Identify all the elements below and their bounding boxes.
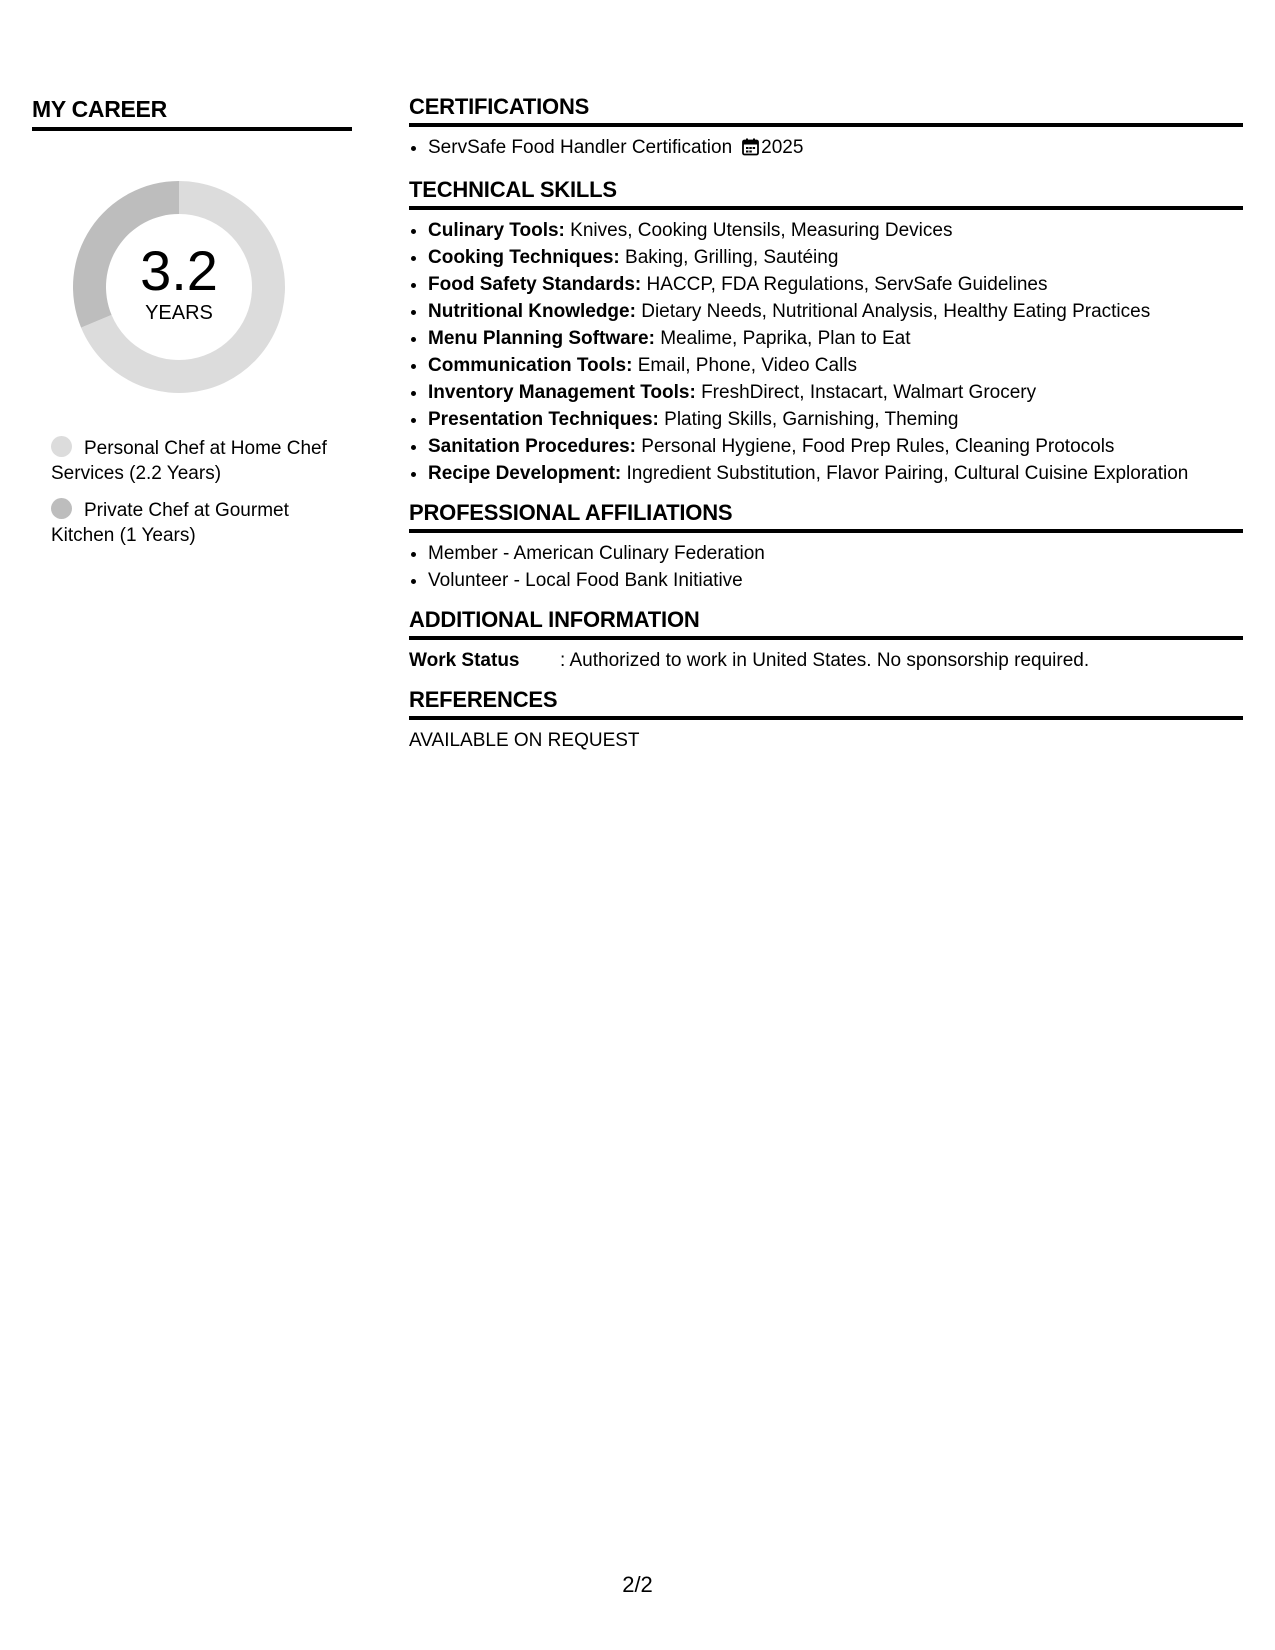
skill-value: Knives, Cooking Utensils, Measuring Devices — [570, 220, 953, 241]
references-text: AVAILABLE ON REQUEST — [409, 730, 640, 751]
skill-value: Ingredient Substitution, Flavor Pairing, Cultural Cuisine Exploration — [626, 463, 1189, 484]
affiliations-list — [409, 540, 1243, 594]
skill-value: HACCP, FDA Regulations, ServSafe Guidelines — [646, 274, 1048, 295]
affiliations-title: PROFESSIONAL AFFILIATIONS — [409, 500, 1243, 533]
work-status-row — [409, 647, 1243, 674]
legend-swatch-icon — [51, 498, 72, 519]
skill-item — [428, 379, 1243, 406]
skill-item — [428, 325, 1243, 352]
skill-label: Recipe Development: — [428, 463, 622, 484]
technical-skills-title: TECHNICAL SKILLS — [409, 177, 1243, 210]
skill-label: Food Safety Standards: — [428, 274, 642, 295]
skill-value: Dietary Needs, Nutritional Analysis, Healthy Eating Practices — [641, 301, 1151, 322]
certifications-title: CERTIFICATIONS — [409, 94, 1243, 127]
certification-item — [428, 134, 1243, 164]
skill-value: Mealime, Paprika, Plan to Eat — [660, 328, 911, 349]
total-years-unit: YEARS — [145, 302, 213, 324]
page-number: 2/2 — [622, 1572, 653, 1597]
skill-item — [428, 298, 1243, 325]
references-title: REFERENCES — [409, 687, 1243, 720]
certification-name: ServSafe Food Handler Certification — [428, 137, 733, 158]
career-heading: MY CAREER — [32, 96, 352, 131]
skill-value: Email, Phone, Video Calls — [637, 355, 858, 376]
certifications-section — [409, 94, 1243, 164]
certifications-list — [409, 134, 1243, 164]
additional-info-title: ADDITIONAL INFORMATION — [409, 607, 1243, 640]
skill-label: Inventory Management Tools: — [428, 382, 696, 403]
additional-info-section — [409, 607, 1243, 674]
legend-item — [51, 498, 351, 548]
skill-value: Plating Skills, Garnishing, Theming — [664, 409, 959, 430]
skill-item — [428, 352, 1243, 379]
career-sidebar — [32, 96, 352, 560]
skill-item — [428, 433, 1243, 460]
references-section — [409, 687, 1243, 754]
skill-item — [428, 244, 1243, 271]
work-status-value: : Authorized to work in United States. No sponsorship required. — [560, 650, 1090, 671]
skill-label: Communication Tools: — [428, 355, 633, 376]
total-years-value: 3.2 — [140, 239, 218, 302]
technical-skills-section — [409, 177, 1243, 487]
affiliation-item: • Volunteer - Local Food Bank Initiative — [428, 567, 1243, 594]
skill-value: FreshDirect, Instacart, Walmart Grocery — [701, 382, 1037, 403]
certification-year: 2025 — [761, 137, 804, 158]
calendar-icon — [742, 137, 759, 164]
skill-label: Culinary Tools: — [428, 220, 565, 241]
skill-item — [428, 217, 1243, 244]
skill-label: Menu Planning Software: — [428, 328, 655, 349]
skill-label: Presentation Techniques: — [428, 409, 659, 430]
career-legend — [51, 436, 351, 548]
legend-label: Personal Chef at Home Chef Services (2.2 Years) — [51, 438, 327, 484]
main-content — [409, 94, 1243, 767]
affiliation-item: • Member - American Culinary Federation — [428, 540, 1243, 567]
skill-value: Baking, Grilling, Sautéing — [625, 247, 839, 268]
skill-label: Nutritional Knowledge: — [428, 301, 636, 322]
skill-item — [428, 406, 1243, 433]
work-status-label: Work Status — [409, 650, 520, 671]
legend-label: Private Chef at Gourmet Kitchen (1 Years) — [51, 500, 289, 546]
legend-item — [51, 436, 351, 486]
skill-label: Cooking Techniques: — [428, 247, 620, 268]
legend-swatch-icon — [51, 436, 72, 457]
donut-center — [66, 174, 292, 400]
skill-label: Sanitation Procedures: — [428, 436, 636, 457]
affiliations-section — [409, 500, 1243, 594]
technical-skills-list — [409, 217, 1243, 487]
skill-item — [428, 460, 1243, 487]
career-donut-chart — [66, 174, 292, 400]
skill-item — [428, 271, 1243, 298]
skill-value: Personal Hygiene, Food Prep Rules, Cleaning Protocols — [641, 436, 1115, 457]
